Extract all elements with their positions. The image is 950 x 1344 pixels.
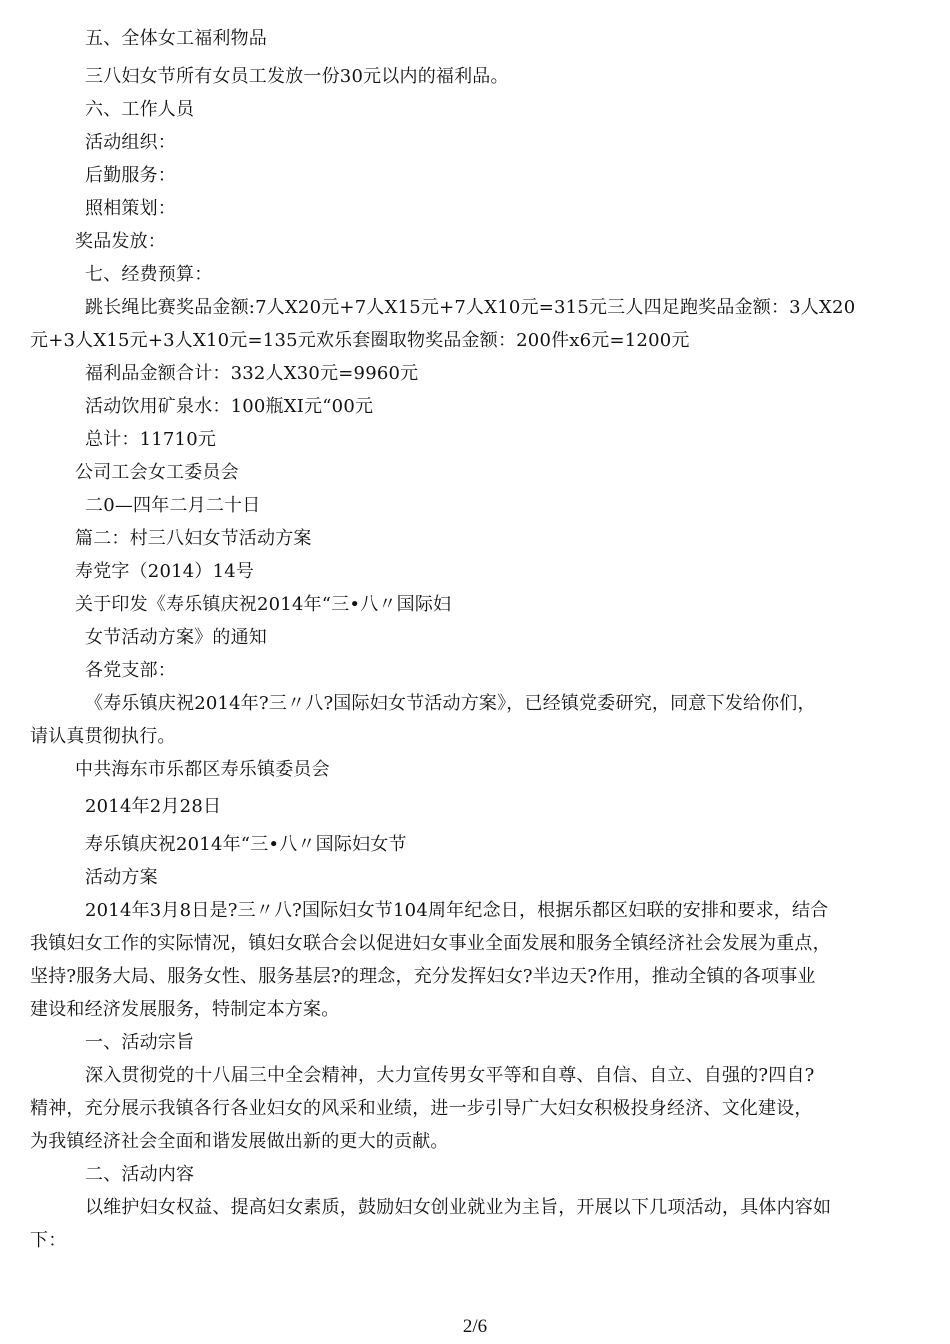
salutation: 各党支部：	[85, 660, 176, 681]
paragraph-line: 深入贯彻党的十八届三中全会精神，大力宣传男女平等和自尊、自信、自立、自强的?四自?	[85, 1065, 815, 1086]
budget-total: 总计：11710元	[85, 429, 217, 450]
budget-line: 元+3人X15元+3人X10元=135元欢乐套圈取物奖品金额：200件x6元=1200元	[30, 330, 690, 351]
paragraph-line: 三八妇女节所有女员工发放一份30元以内的福利品。	[85, 66, 509, 87]
plan-title: 寿乐镇庆祝2014年“三•八〃国际妇女节	[85, 834, 407, 855]
paragraph-line: 坚持?服务大局、服务女性、服务基层?的理念，充分发挥妇女?半边天?作用，推动全镇的各项事业	[30, 966, 816, 987]
paragraph-line: 精神，充分展示我镇各行各业妇女的风采和业绩，进一步引导广大妇女积极投身经济、文化建设，	[30, 1098, 813, 1119]
paragraph-line: 下：	[30, 1230, 67, 1251]
section-heading-7: 七、经费预算：	[85, 264, 213, 285]
paragraph-line: 建设和经济发展服务，特制定本方案。	[30, 999, 340, 1020]
paragraph-line: 请认真贯彻执行。	[30, 726, 176, 747]
paragraph-line: 《寿乐镇庆祝2014年?三〃八?国际妇女节活动方案》，已经镇党委研究，同意下发给你们，	[85, 693, 816, 714]
budget-line: 福利品金额合计：332人X30元=9960元	[85, 363, 419, 384]
notice-title: 女节活动方案》的通知	[85, 627, 267, 648]
paragraph-line: 2014年3月8日是?三〃八?国际妇女节104周年纪念日，根据乐都区妇联的安排和要求，结合	[85, 900, 829, 921]
article-title: 篇二：村三八妇女节活动方案	[75, 528, 312, 549]
paragraph-line: 以维护妇女权益、提高妇女素质，鼓励妇女创业就业为主旨，开展以下几项活动，具体内容如	[85, 1197, 832, 1218]
section-heading-2: 二、活动内容	[85, 1164, 195, 1185]
staff-line: 照相策划：	[85, 198, 176, 219]
page-number: 2/6	[462, 1316, 488, 1337]
budget-line: 跳长绳比赛奖品金额:7人X20元+7人X15元+7人X10元=315元三人四足跑奖品金额：3人X20	[85, 297, 856, 318]
staff-line: 后勤服务：	[85, 165, 176, 186]
notice-title: 关于印发《寿乐镇庆祝2014年“三•八〃国际妇	[75, 594, 452, 615]
staff-line: 活动组织：	[85, 132, 176, 153]
signature-org: 公司工会女工委员会	[75, 462, 239, 483]
document-number: 寿党字（2014）14号	[75, 561, 255, 582]
paragraph-line: 为我镇经济社会全面和谐发展做出新的更大的贡献。	[30, 1131, 449, 1152]
section-heading-6: 六、工作人员	[85, 99, 195, 120]
section-heading-1: 一、活动宗旨	[85, 1032, 195, 1053]
signature-org: 中共海东市乐都区寿乐镇委员会	[75, 759, 330, 780]
signature-date: 2014年2月28日	[85, 796, 222, 817]
section-heading-5: 五、全体女工福利物品	[85, 28, 267, 49]
budget-line: 活动饮用矿泉水：100瓶XI元“00元	[85, 396, 374, 417]
paragraph-line: 我镇妇女工作的实际情况，镇妇女联合会以促进妇女事业全面发展和服务全镇经济社会发展为重点，	[30, 933, 831, 954]
staff-line: 奖品发放：	[75, 231, 166, 252]
plan-title: 活动方案	[85, 867, 158, 888]
signature-date: 二0—四年二月二十日	[85, 495, 261, 516]
